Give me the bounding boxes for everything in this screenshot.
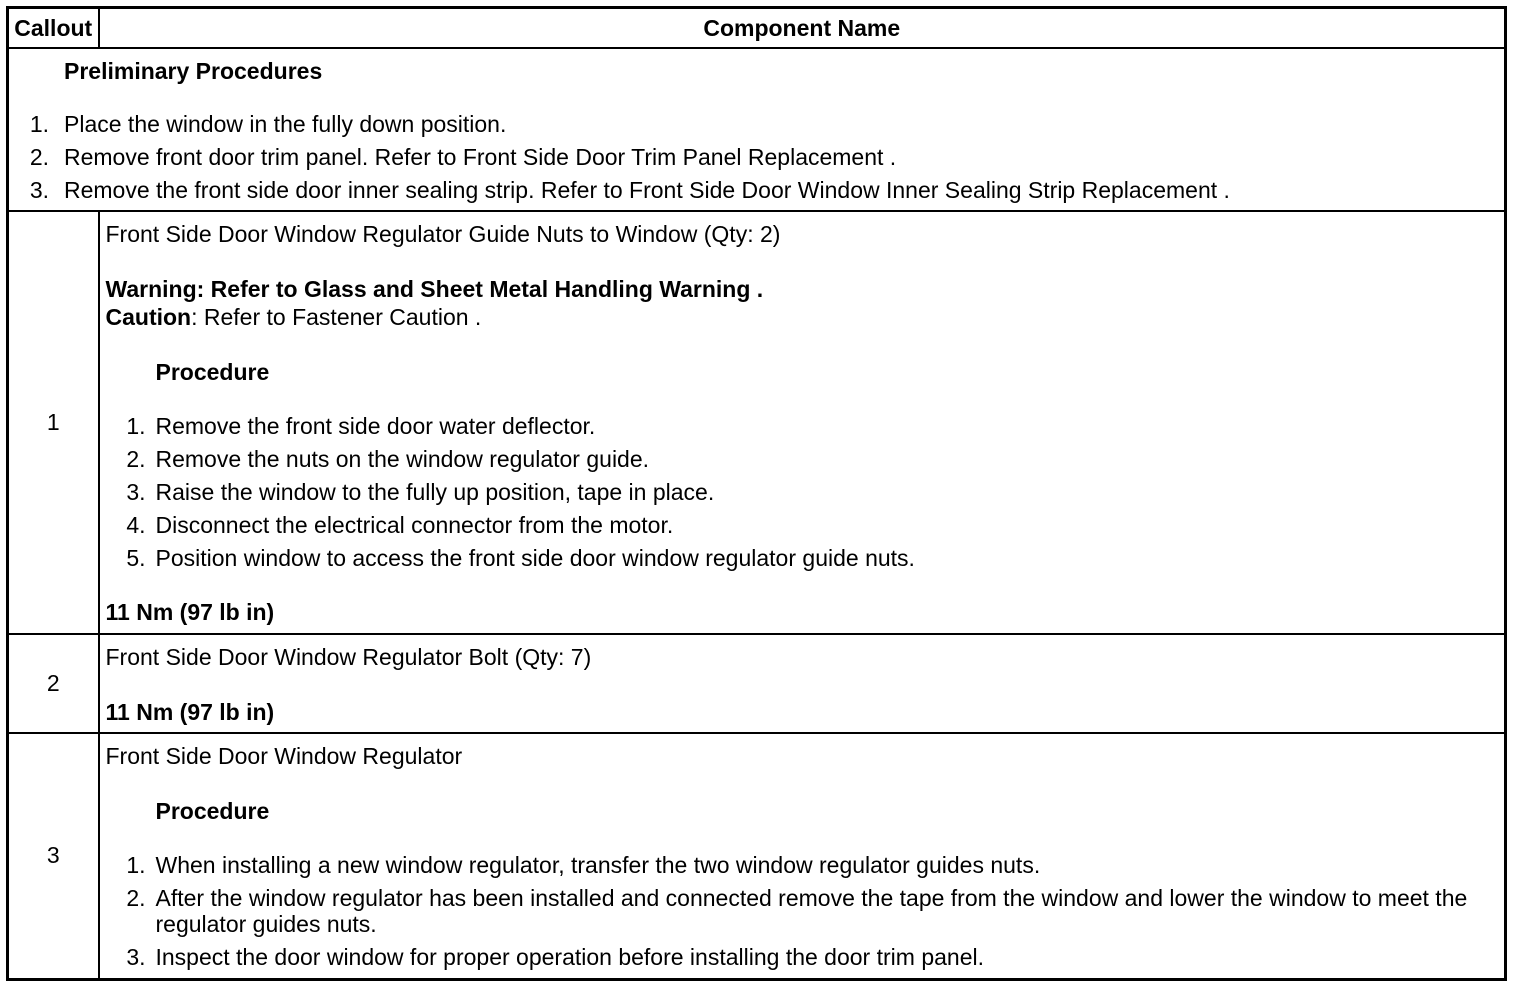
list-item — [106, 446, 1499, 472]
list-item — [106, 512, 1499, 538]
step-number: 2. — [29, 144, 49, 170]
preliminary-title: Preliminary Procedures — [64, 58, 323, 84]
caution-text: : Refer to Fastener Caution . — [191, 304, 482, 330]
procedure-steps — [106, 852, 1499, 970]
list-item — [106, 413, 1499, 439]
step-number: 4. — [126, 512, 146, 538]
component-table — [6, 6, 1507, 981]
callout-cell: 2 — [8, 634, 99, 733]
step-number: 1. — [29, 111, 49, 137]
list-item — [106, 852, 1499, 878]
list-item — [106, 479, 1499, 505]
list-item — [106, 885, 1499, 937]
table-row — [8, 634, 1506, 733]
torque-spec: 11 Nm (97 lb in) — [105, 599, 275, 625]
list-item — [9, 144, 1504, 170]
list-item — [106, 944, 1499, 970]
torque-spec: 11 Nm (97 lb in) — [105, 699, 275, 725]
table-header-row — [8, 8, 1506, 49]
component-name-header: Component Name — [99, 8, 1506, 49]
step-text: Inspect the door window for proper operation before installing the door trim panel. — [155, 944, 984, 970]
caution-label: Caution — [105, 304, 192, 330]
step-number: 3. — [126, 479, 146, 505]
list-item — [9, 177, 1504, 203]
step-number: 5. — [126, 545, 146, 571]
procedure-title: Procedure — [155, 798, 270, 824]
step-text: Disconnect the electrical connector from the motor. — [155, 512, 674, 538]
step-text: Remove the front side door water deflector. — [155, 413, 596, 439]
component-cell — [99, 634, 1506, 733]
preliminary-steps — [9, 111, 1504, 203]
component-cell — [99, 211, 1506, 634]
step-text: Remove front door trim panel. Refer to Front Side Door Trim Panel Replacement . — [64, 144, 897, 170]
step-number: 3. — [29, 177, 49, 203]
callout-cell: 1 — [8, 211, 99, 634]
procedure-steps — [106, 413, 1499, 571]
warning-text: Warning: Refer to Glass and Sheet Metal Handling Warning . — [105, 276, 764, 302]
table-row — [8, 211, 1506, 634]
list-item — [106, 545, 1499, 571]
callout-header: Callout — [8, 8, 99, 49]
step-number: 2. — [126, 446, 146, 472]
step-text: When installing a new window regulator, transfer the two window regulator guides nuts. — [155, 852, 1041, 878]
callout-cell: 3 — [8, 733, 99, 979]
preliminary-cell — [8, 48, 1506, 211]
step-number: 1. — [126, 413, 146, 439]
step-text: Place the window in the fully down position. — [64, 111, 507, 137]
procedure-title: Procedure — [155, 359, 270, 385]
component-name: Front Side Door Window Regulator — [105, 743, 463, 769]
step-number: 1. — [126, 852, 146, 878]
step-number: 2. — [126, 885, 146, 911]
component-name: Front Side Door Window Regulator Bolt (Qty: 7) — [105, 644, 592, 670]
step-text: Position window to access the front side door window regulator guide nuts. — [155, 545, 915, 571]
step-text: After the window regulator has been installed and connected remove the tape from the window and lower the window to meet the regulator guides nuts. — [155, 885, 1468, 937]
step-number: 3. — [126, 944, 146, 970]
caution-line — [106, 303, 1499, 331]
step-text: Remove the front side door inner sealing strip. Refer to Front Side Door Window Inner Sealing Strip Replacement . — [64, 177, 1230, 203]
step-text: Raise the window to the fully up position, tape in place. — [155, 479, 715, 505]
list-item — [9, 111, 1504, 137]
preliminary-row — [8, 48, 1506, 211]
step-text: Remove the nuts on the window regulator guide. — [155, 446, 650, 472]
component-cell — [99, 733, 1506, 979]
component-name: Front Side Door Window Regulator Guide Nuts to Window (Qty: 2) — [105, 221, 781, 247]
table-row — [8, 733, 1506, 979]
